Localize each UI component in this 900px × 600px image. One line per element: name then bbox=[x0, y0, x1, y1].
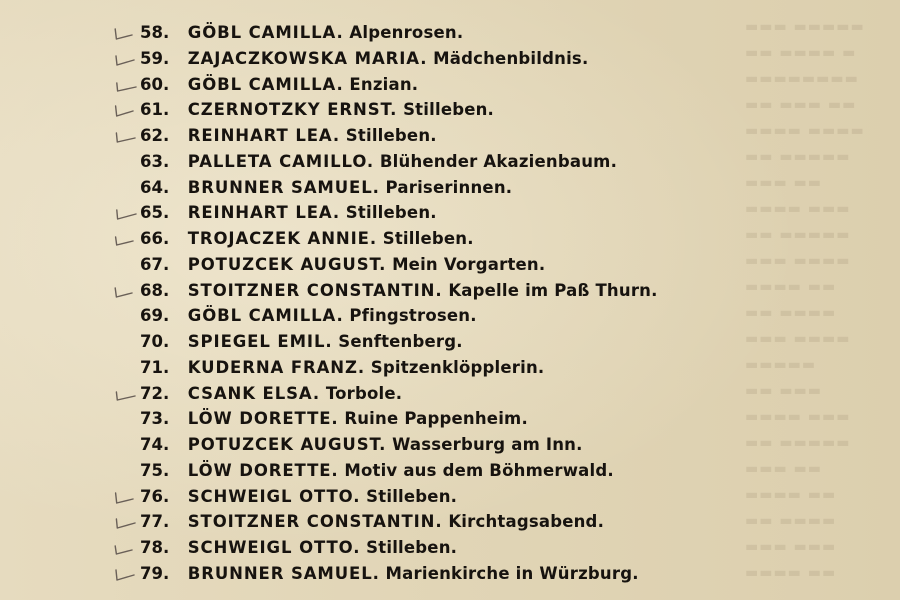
catalog-entry bbox=[140, 200, 658, 226]
entry-artist: TROJACZEK ANNIE. bbox=[187, 229, 377, 248]
catalog-entry bbox=[140, 535, 658, 561]
entry-number: 70. bbox=[140, 332, 170, 351]
entry-number: 69. bbox=[140, 306, 170, 326]
catalog-entry bbox=[140, 484, 658, 510]
catalog-entry-list bbox=[140, 20, 658, 587]
catalog-entry bbox=[140, 252, 658, 278]
entry-artist: SCHWEIGL OTTO. bbox=[187, 538, 361, 557]
pencil-check-icon bbox=[114, 488, 140, 506]
entry-title: Spitzenklöpplerin. bbox=[370, 357, 545, 377]
entry-artist: LÖW DORETTE. bbox=[187, 460, 339, 480]
entry-artist: BRUNNER SAMUEL. bbox=[187, 177, 380, 197]
entry-number: 76. bbox=[140, 486, 170, 506]
pencil-check-icon bbox=[114, 230, 140, 248]
entry-title: Mädchenbildnis. bbox=[433, 48, 589, 68]
entry-title: Pariserinnen. bbox=[385, 177, 513, 197]
entry-number: 66. bbox=[140, 229, 170, 248]
entry-number: 77. bbox=[140, 512, 170, 532]
catalog-entry bbox=[140, 72, 658, 98]
pencil-check-icon bbox=[114, 50, 140, 68]
entry-number: 61. bbox=[140, 100, 170, 120]
catalog-entry bbox=[140, 175, 658, 201]
entry-number: 72. bbox=[140, 383, 170, 403]
entry-number: 75. bbox=[140, 460, 170, 480]
entry-title: Ruine Pappenheim. bbox=[344, 409, 528, 429]
catalog-entry bbox=[140, 226, 658, 252]
catalog-entry bbox=[140, 46, 658, 72]
entry-artist: BRUNNER SAMUEL. bbox=[187, 563, 380, 583]
entry-title: Stilleben. bbox=[345, 126, 437, 145]
entry-title: Torbole. bbox=[325, 383, 403, 403]
entry-title: Stilleben. bbox=[382, 229, 474, 248]
entry-number: 67. bbox=[140, 254, 170, 274]
pencil-check-icon bbox=[114, 539, 140, 557]
entry-artist: KUDERNA FRANZ. bbox=[187, 357, 366, 377]
pencil-check-icon bbox=[114, 101, 140, 119]
catalog-entry bbox=[140, 406, 658, 432]
entry-title: Stilleben. bbox=[366, 538, 458, 557]
catalog-entry bbox=[140, 329, 658, 355]
catalog-entry bbox=[140, 458, 658, 484]
catalog-entry bbox=[140, 381, 658, 407]
entry-artist: LÖW DORETTE. bbox=[187, 409, 339, 429]
entry-title: Alpenrosen. bbox=[349, 23, 464, 42]
catalog-entry bbox=[140, 509, 658, 535]
entry-artist: PALLETA CAMILLO. bbox=[187, 151, 375, 171]
catalog-entry bbox=[140, 149, 658, 175]
entry-title: Kirchtagsabend. bbox=[448, 512, 605, 532]
entry-artist: REINHART LEA. bbox=[187, 126, 341, 145]
entry-title: Stilleben. bbox=[403, 100, 495, 120]
pencil-check-icon bbox=[114, 282, 140, 300]
catalog-entry bbox=[140, 97, 658, 123]
pencil-check-icon bbox=[114, 204, 140, 222]
entry-title: Wasserburg am Inn. bbox=[392, 435, 583, 454]
catalog-entry bbox=[140, 123, 658, 149]
entry-number: 65. bbox=[140, 203, 170, 223]
entry-number: 60. bbox=[140, 74, 170, 94]
pencil-check-icon bbox=[114, 127, 140, 145]
entry-artist: SCHWEIGL OTTO. bbox=[187, 486, 361, 506]
entry-artist: CSANK ELSA. bbox=[187, 383, 321, 403]
entry-title: Kapelle im Paß Thurn. bbox=[448, 280, 658, 300]
entry-artist: ZAJACZKOWSKA MARIA. bbox=[187, 48, 428, 68]
entry-number: 63. bbox=[140, 151, 170, 171]
entry-artist: STOITZNER CONSTANTIN. bbox=[187, 280, 443, 300]
entry-title: Enzian. bbox=[349, 74, 419, 94]
entry-title: Stilleben. bbox=[345, 203, 437, 223]
pencil-check-icon bbox=[114, 385, 140, 403]
entry-number: 79. bbox=[140, 563, 170, 583]
entry-number: 68. bbox=[140, 280, 170, 300]
pencil-check-icon bbox=[114, 565, 140, 583]
catalog-entry bbox=[140, 278, 658, 304]
entry-number: 71. bbox=[140, 357, 170, 377]
pencil-check-icon bbox=[114, 76, 140, 94]
entry-artist: SPIEGEL EMIL. bbox=[187, 332, 333, 351]
entry-title: Pfingstrosen. bbox=[349, 306, 477, 326]
catalog-entry bbox=[140, 561, 658, 587]
entry-artist: POTUZCEK AUGUST. bbox=[187, 435, 387, 454]
entry-artist: STOITZNER CONSTANTIN. bbox=[187, 512, 443, 532]
entry-number: 58. bbox=[140, 23, 170, 42]
pencil-check-icon bbox=[114, 513, 140, 531]
entry-number: 73. bbox=[140, 409, 170, 429]
entry-title: Blühender Akazienbaum. bbox=[379, 151, 618, 171]
entry-artist: GÖBL CAMILLA. bbox=[187, 23, 344, 42]
entry-number: 62. bbox=[140, 126, 170, 145]
entry-title: Marienkirche in Würzburg. bbox=[385, 563, 639, 583]
pencil-check-icon bbox=[114, 24, 140, 42]
entry-title: Mein Vorgarten. bbox=[392, 254, 546, 274]
entry-number: 78. bbox=[140, 538, 170, 557]
entry-title: Motiv aus dem Böhmerwald. bbox=[344, 460, 614, 480]
entry-number: 74. bbox=[140, 435, 170, 454]
entry-artist: GÖBL CAMILLA. bbox=[187, 74, 344, 94]
entry-artist: POTUZCEK AUGUST. bbox=[187, 254, 387, 274]
entry-artist: GÖBL CAMILLA. bbox=[187, 306, 344, 326]
entry-artist: REINHART LEA. bbox=[187, 203, 341, 223]
reverse-side-show-through: ▬▬▬ ▬▬▬▬▬ ▬▬ ▬▬▬▬ ▬ ▬▬▬▬▬▬▬▬ ▬▬ ▬▬▬ ▬▬ ▬▬▬▬ ▬▬▬▬ ▬▬ ▬▬▬▬▬ ▬▬▬ ▬▬ ▬▬▬▬ ▬▬▬ ▬▬ ▬▬▬▬▬ ▬▬▬ ▬▬▬▬ ▬▬▬▬ ▬▬ ▬▬ ▬▬▬▬ ▬▬▬ ▬▬▬▬ ▬▬▬▬▬ ▬▬ ▬▬▬ ▬▬▬▬ ▬▬▬ ▬▬ ▬▬▬▬▬ ▬▬▬ ▬▬ ▬▬▬▬ ▬▬ ▬▬ ▬▬▬▬ ▬▬▬ ▬▬▬ ▬▬▬▬ ▬▬ bbox=[745, 19, 865, 581]
catalog-entry bbox=[140, 432, 658, 458]
entry-title: Stilleben. bbox=[366, 486, 458, 506]
catalog-entry bbox=[140, 20, 658, 46]
entry-title: Senftenberg. bbox=[338, 332, 463, 351]
entry-number: 59. bbox=[140, 48, 170, 68]
entry-number: 64. bbox=[140, 177, 170, 197]
catalog-entry bbox=[140, 303, 658, 329]
entry-artist: CZERNOTZKY ERNST. bbox=[187, 100, 398, 120]
catalog-entry bbox=[140, 355, 658, 381]
